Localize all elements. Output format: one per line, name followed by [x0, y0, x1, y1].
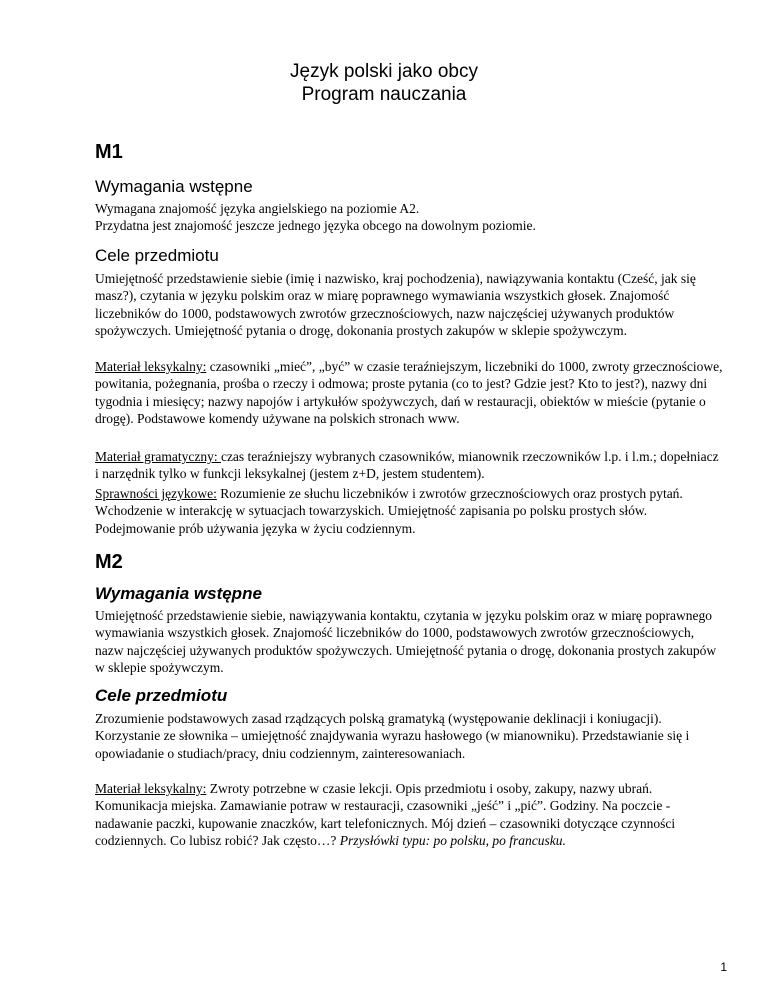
m2-requirements-heading: Wymagania wstępne	[95, 584, 262, 603]
m1-grammar-label: Materiał gramatyczny:	[95, 449, 221, 464]
m1-skills-text: Rozumienie ze słuchu liczebników i zwrotów grzecznościowych oraz prostych pytań. Wchodzenie w interakcję w sytuacjach towarzyskich. Umiejętność zapisania po polsku prostych słów. Podejmowanie prób używania języka w życiu codziennym.	[95, 486, 683, 536]
m1-goals-heading: Cele przedmiotu	[95, 246, 219, 265]
m2-requirements-text: Umiejętność przedstawienie siebie, nawiązywania kontaktu, czytania w języku polskim oraz w miarę poprawnego wymawiania wszystkich głosek. Znajomość liczebników do 1000, podstawowych zwrotów grzecznościowych, nazw najczęściej używanych produktów spożywczych. Umiejętność pytania o drogę, dokonania prostych zakupów w sklepie spożywczym.	[95, 608, 717, 676]
m1-goals-text: Umiejętność przedstawienie siebie (imię i nazwisko, kraj pochodzenia), nawiązywania kontaktu (Cześć, jak się masz?), czytania w języku polskim oraz w miarę poprawnego wymawiania wszystkich głosek. Znajomość liczebników do 1000, podstawowych zwrotów grzecznościowych, nazw najczęściej używanych produktów spożywczych. Umiejętność pytania o drogę, dokonania prostych zakupów w sklepie spożywczym.	[95, 271, 696, 339]
m1-requirements-heading: Wymagania wstępne	[95, 177, 253, 196]
m1-requirements-text: Wymagana znajomość języka angielskiego na poziomie A2. Przydatna jest znajomość jeszcze jednego języka obcego na dowolnym poziomie.	[95, 201, 536, 234]
m1-grammar-text: czas teraźniejszy wybranych czasowników, mianownik rzeczowników l.p. i l.m.; dopełniacz i narzędnik tylko w funkcji leksykalnej (jestem z+D, jestem studentem).	[95, 449, 719, 482]
document-subtitle: Program nauczania	[301, 84, 467, 105]
m2-lexical-label: Materiał leksykalny:	[95, 781, 207, 796]
section-heading-m2: M2	[95, 551, 123, 573]
m1-skills-paragraph	[95, 485, 725, 537]
m1-lexical-label: Materiał leksykalny:	[95, 359, 207, 374]
m1-lexical-text: czasowniki „mieć”, „być” w czasie teraźniejszym, liczebniki do 1000, zwroty grzecznościowe, powitania, pożegnania, prośba o rzeczy i odmowa; proste pytania (co to jest? Gdzie jest? Kto to jest?), nazwy dni tygodnia i miesięcy; nazwy napojów i artykułów spożywczych, dań w restauracji, obiektów w mieście (pytanie o drogę). Podstawowe komendy używane na polskich stronach www.	[95, 359, 723, 427]
m2-lexical-text: Zwroty potrzebne w czasie lekcji. Opis przedmiotu i osoby, zakupy, nazwy ubrań. Komunikacja miejska. Zamawianie potraw w restauracji, czasowniki „jeść” i „pić”. Godziny. Na poczcie - nadawanie paczki, kupowanie znaczków, kart telefonicznych. Mój dzień – czasowniki dotyczące czynności codziennych. Co lubisz robić? Jak często…?	[95, 781, 676, 849]
m2-goals-heading: Cele przedmiotu	[95, 686, 228, 705]
section-heading-m1: M1	[95, 141, 123, 163]
m2-goals-text: Zrozumienie podstawowych zasad rządzących polską gramatyką (występowanie deklinacji i koniugacji). Korzystanie ze słownika – umiejętność znajdywania wyrazu hasłowego (w mianowniku). Przedstawianie się i opowiadanie o studiach/pracy, dniu codziennym, zainteresowaniach.	[95, 711, 690, 761]
m1-grammar-paragraph	[95, 448, 725, 483]
document-title: Język polski jako obcy	[290, 61, 478, 82]
m2-lexical-italic: Przysłówki typu: po polsku, po francusku.	[339, 833, 566, 849]
page-number: 1	[720, 960, 727, 974]
m2-lexical-paragraph	[95, 780, 725, 850]
m1-skills-label: Sprawności językowe:	[95, 486, 217, 501]
m1-lexical-paragraph	[95, 358, 725, 428]
